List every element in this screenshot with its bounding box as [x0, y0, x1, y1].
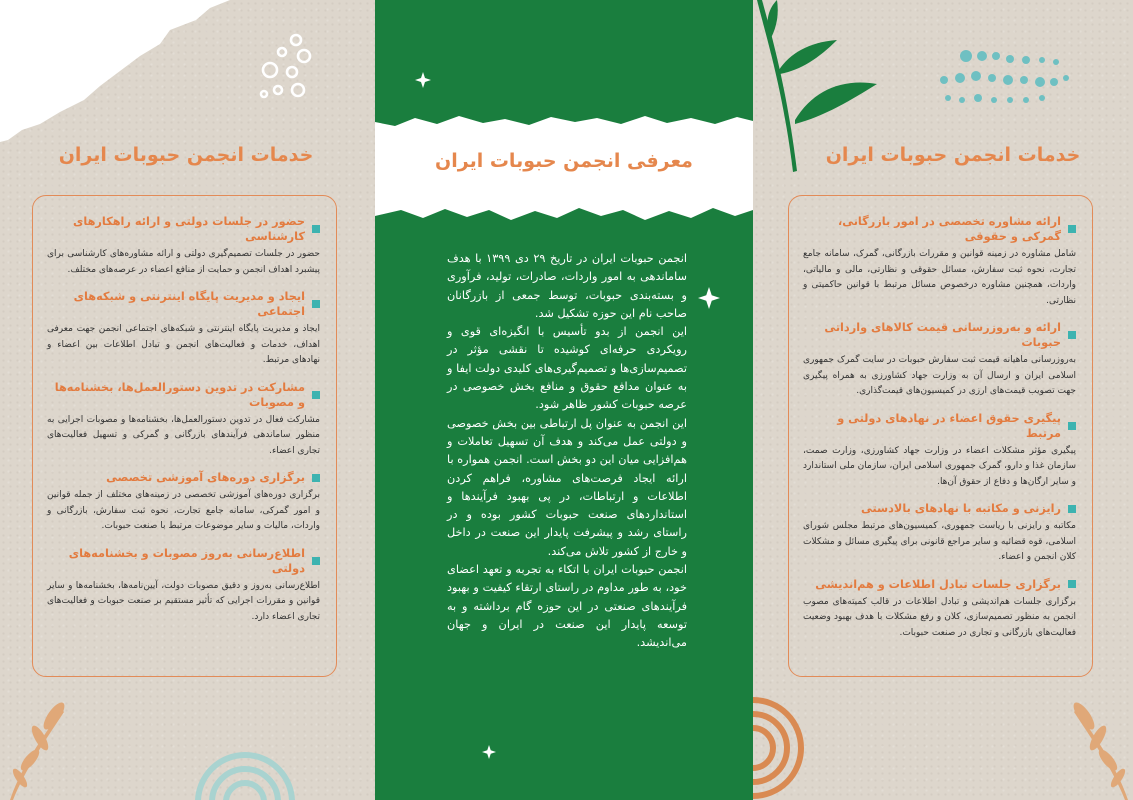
service-title: اطلاع‌رسانی به‌روز مصوبات و بخشنامه‌های دولتی	[47, 546, 320, 576]
square-bullet-icon	[312, 391, 320, 399]
service-item	[803, 411, 1076, 491]
square-bullet-icon	[1068, 422, 1076, 430]
square-bullet-icon	[312, 557, 320, 565]
service-item	[47, 289, 320, 369]
right-services-box	[788, 195, 1093, 677]
square-bullet-icon	[312, 474, 320, 482]
service-title: مشارکت در تدوین دستورالعمل‌ها، بخشنامه‌ها و مصوبات	[47, 380, 320, 410]
middle-panel-title: معرفی انجمن حبوبات ایران	[435, 150, 693, 172]
service-description: پیگیری مؤثر مشکلات اعضاء در وزارت جهاد کشاورزی، وزارت صمت، سازمان غذا و دارو، گمرک جمهوری اسلامی ایران، سازمان ملی استاندارد و سایر ارگان‌ها و دفاع از حقوق آن‌ها.	[803, 445, 1076, 487]
square-bullet-icon	[312, 300, 320, 308]
intro-paragraph: این انجمن از بدو تأسیس با انگیزه‌ای قوی و رویکردی حرفه‌ای کوشیده تا نقشی مؤثر در تصمیم‌سازی‌ها و تصمیم‌گیری‌های کلیدی دولت ایفا و به عنوان مدافع حقوق و منافع بخش خصوصی در عرصه حبوبات کشور ظاهر شود.	[447, 325, 687, 412]
service-description: به‌روزرسانی ماهیانه قیمت ثبت سفارش حبوبات در سایت گمرک جمهوری اسلامی ایران و ارسال آن به وزارت جهاد کشاورزی به همراه پیگیری جهت تصویب قیمت‌های ارزی در کمیسیون‌های قیمت‌گذاری.	[803, 355, 1076, 396]
service-description: شامل مشاوره در زمینه قوانین و مقررات بازرگانی، گمرک، سامانه جامع تجارت، نحوه ثبت سفارش، مسائل حقوقی و نظارتی، مالی و مالیاتی، واردات، همچنین مشاوره درخصوص مسائل مرتبط با قوانین حاکمیتی و نظارتی.	[803, 249, 1076, 306]
intro-paragraph: این انجمن به عنوان پل ارتباطی بین بخش خصوصی و دولتی عمل می‌کند و هدف آن تسهیل تعاملات و هم‌افزایی میان این دو بخش است. انجمن همواره با ارائه ایجاد فرصت‌های مشاوره، فراهم کردن اطلاعات و ارتباطات، در پی بهبود فرآیندها و استانداردهای صنعت حبوبات کشور بوده و در راستای رشد و پیشرفت پایدار این صنعت در داخل و خارج از کشور تلاش می‌کند.	[447, 416, 687, 558]
service-title: ایجاد و مدیریت پایگاه اینترنتی و شبکه‌های اجتماعی	[47, 289, 320, 319]
service-description: مشارکت فعال در تدوین دستورالعمل‌ها، بخشنامه‌ها و مصوبات اجرایی به منظور ساماندهی فرآیندهای بازرگانی و گمرکی و تسهیل فعالیت‌های تجاری اعضاء.	[47, 414, 320, 456]
service-title: برگزاری جلسات تبادل اطلاعات و هم‌اندیشی	[803, 577, 1076, 592]
service-item	[803, 320, 1076, 400]
service-item	[47, 470, 320, 535]
sparkle-icon	[482, 745, 496, 759]
service-title: پیگیری حقوق اعضاء در نهادهای دولتی و مرتبط	[803, 411, 1076, 441]
service-item	[803, 214, 1076, 309]
service-title: ارائه و به‌روزرسانی قیمت کالاهای وارداتی حبوبات	[803, 320, 1076, 350]
square-bullet-icon	[1068, 580, 1076, 588]
right-panel-heading: خدمات انجمن حبوبات ایران	[825, 144, 1081, 166]
service-item	[803, 577, 1076, 642]
intro-text	[447, 250, 687, 653]
service-item	[47, 546, 320, 626]
service-title: برگزاری دوره‌های آموزشی تخصصی	[47, 470, 320, 485]
teal-dots-decoration	[938, 48, 1073, 108]
right-panel	[753, 0, 1133, 800]
teal-rainbow-decoration	[190, 752, 300, 800]
square-bullet-icon	[1068, 225, 1076, 233]
service-item	[803, 501, 1076, 566]
service-description: برگزاری جلسات هم‌اندیشی و تبادل اطلاعات در قالب کمیته‌های مصوب انجمن به منظور تصمیم‌سازی، کلان و رفع مشکلات با هدف بهبود وضعیت فعالیت‌های بازرگانی و تجاری در صنعت حبوبات.	[803, 596, 1076, 638]
service-title: رایزنی و مکاتبه با نهادهای بالادستی	[803, 501, 1076, 516]
left-panel	[0, 0, 375, 800]
service-description: برگزاری دوره‌های آموزشی تخصصی در زمینه‌های مختلف از جمله قوانین و امور گمرکی، سامانه جامع تجارت، نحوه ثبت سفارش، بازرگانی و واردات، مالیات و سایر موضوعات مرتبط با صنعت حبوبات.	[47, 490, 320, 531]
service-description: ایجاد و مدیریت پایگاه اینترنتی و شبکه‌های اجتماعی انجمن جهت معرفی اهداف، خدمات و فعالیت‌های انجمن و تبادل اطلاعات بین اعضاء و نهادهای مرتبط.	[47, 324, 320, 365]
service-description: اطلاع‌رسانی به‌روز و دقیق مصوبات دولت، آیین‌نامه‌ها، بخشنامه‌ها و سایر قوانین و مقررات اجرایی که تأثیر مستقیم بر صنعت حبوبات و فعالیت‌های تجاری اعضاء دارد.	[47, 580, 320, 622]
square-bullet-icon	[312, 225, 320, 233]
leaf-branch-decoration	[1058, 690, 1133, 800]
square-bullet-icon	[1068, 331, 1076, 339]
left-services-box	[32, 195, 337, 677]
left-panel-heading: خدمات انجمن حبوبات ایران	[58, 144, 314, 166]
sparkle-icon	[698, 287, 720, 309]
middle-panel	[375, 0, 753, 800]
service-title: ارائه مشاوره تخصصی در امور بازرگانی، گمرکی و حقوقی	[803, 214, 1076, 244]
service-description: حضور در جلسات تصمیم‌گیری دولتی و ارائه مشاوره‌های کارشناسی برای پیشبرد اهداف انجمن و حمایت از منافع اعضاء در عرصه‌های مختلف.	[47, 249, 320, 275]
sparkle-icon	[415, 72, 431, 88]
service-item	[47, 380, 320, 460]
square-bullet-icon	[1068, 505, 1076, 513]
orange-arcs-decoration	[753, 690, 823, 800]
white-circles-decoration	[252, 32, 322, 112]
service-description: مکاتبه و رایزنی با ریاست جمهوری، کمیسیون‌های مرتبط مجلس شورای اسلامی، قوه قضائیه و سایر مراجع قانونی برای پیگیری مسائل و مشکلات کلان انجمن و اعضاء.	[803, 521, 1076, 562]
service-title: حضور در جلسات دولتی و ارائه راهکارهای کارشناسی	[47, 214, 320, 244]
leaf-branch-decoration	[0, 690, 80, 800]
intro-paragraph: انجمن حبوبات ایران در تاریخ ۲۹ دی ۱۳۹۹ با هدف ساماندهی به امور واردات، صادرات، تولید، فرآوری و بسته‌بندی حبوبات، توسط جمعی از بازرگانان صاحب نام این حوزه تشکیل شد.	[447, 252, 687, 320]
intro-paragraph: انجمن حبوبات ایران با اتکاء به تجربه و تعهد اعضای خود، به طور مداوم در راستای ارتقاء کیفیت و بهبود فرآیندهای صنعتی در این حوزه گام برداشته و به توسعه پایدار این صنعت در ایران و جهان می‌اندیشد.	[447, 563, 687, 650]
service-item	[47, 214, 320, 278]
